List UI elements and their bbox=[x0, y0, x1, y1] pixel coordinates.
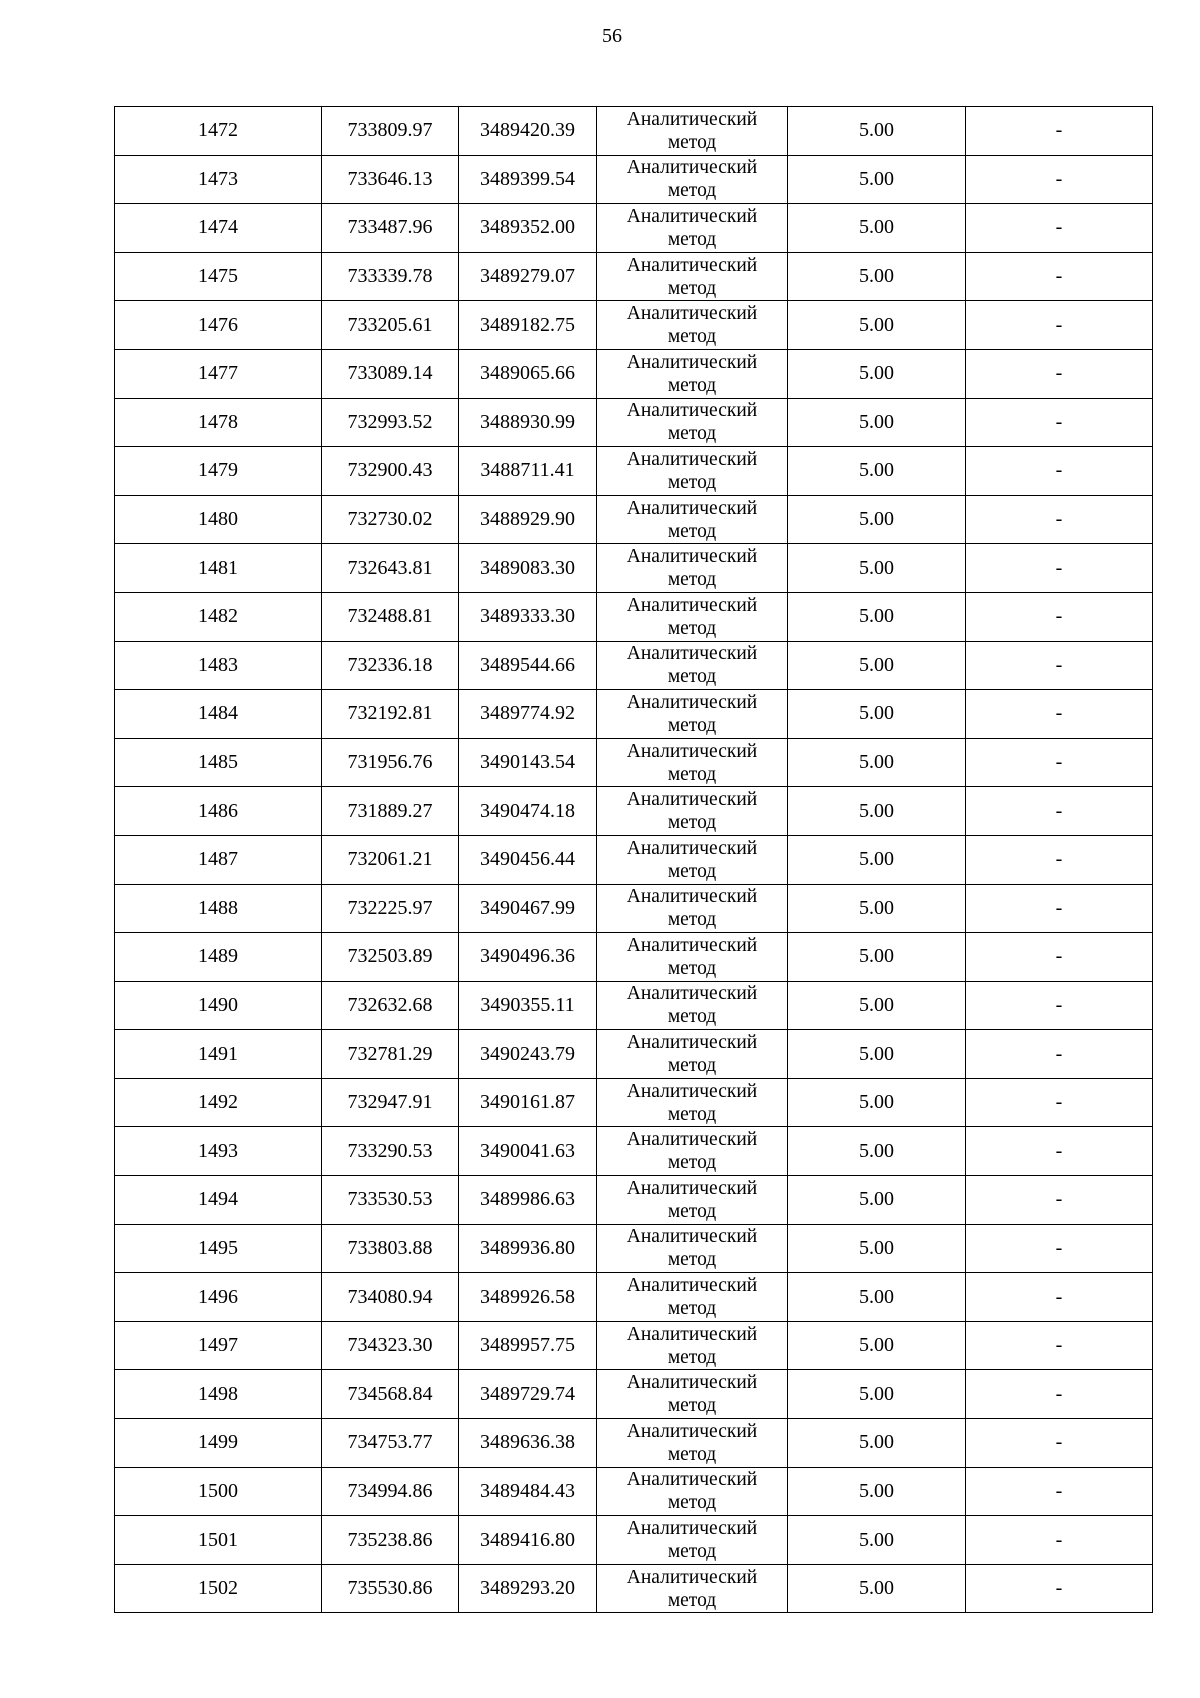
y-coordinate-cell: 3490467.99 bbox=[459, 884, 597, 933]
accuracy-cell: 5.00 bbox=[788, 544, 966, 593]
method-cell bbox=[597, 447, 788, 496]
method-text-line-2: метод bbox=[667, 1055, 717, 1077]
x-coordinate-cell: 732730.02 bbox=[322, 495, 459, 544]
method-text-line-1: Аналитический bbox=[626, 1032, 758, 1054]
accuracy-cell: 5.00 bbox=[788, 301, 966, 350]
y-coordinate-cell: 3489083.30 bbox=[459, 544, 597, 593]
page-number: 56 bbox=[602, 25, 622, 47]
table-row bbox=[115, 738, 1153, 787]
point-number-cell: 1500 bbox=[115, 1467, 322, 1516]
method-text-line-1: Аналитический bbox=[626, 1129, 758, 1151]
table-row bbox=[115, 495, 1153, 544]
method-cell bbox=[597, 155, 788, 204]
note-cell: - bbox=[966, 544, 1153, 593]
method-text-line-1: Аналитический bbox=[626, 1469, 758, 1491]
accuracy-cell: 5.00 bbox=[788, 981, 966, 1030]
accuracy-cell: 5.00 bbox=[788, 1467, 966, 1516]
x-coordinate-cell: 732993.52 bbox=[322, 398, 459, 447]
y-coordinate-cell: 3488929.90 bbox=[459, 495, 597, 544]
y-coordinate-cell: 3489352.00 bbox=[459, 204, 597, 253]
point-number-cell: 1499 bbox=[115, 1419, 322, 1468]
method-cell bbox=[597, 349, 788, 398]
note-cell: - bbox=[966, 1564, 1153, 1613]
x-coordinate-cell: 732643.81 bbox=[322, 544, 459, 593]
x-coordinate-cell: 732061.21 bbox=[322, 835, 459, 884]
accuracy-cell: 5.00 bbox=[788, 592, 966, 641]
method-text-line-2: метод bbox=[667, 860, 717, 882]
point-number-cell: 1481 bbox=[115, 544, 322, 593]
method-text-line-1: Аналитический bbox=[626, 448, 758, 470]
point-number-cell: 1482 bbox=[115, 592, 322, 641]
point-number-cell: 1478 bbox=[115, 398, 322, 447]
point-number-cell: 1494 bbox=[115, 1176, 322, 1225]
table-row bbox=[115, 787, 1153, 836]
accuracy-cell: 5.00 bbox=[788, 1078, 966, 1127]
method-text-line-2: метод bbox=[667, 909, 717, 931]
x-coordinate-cell: 733487.96 bbox=[322, 204, 459, 253]
method-text-line-2: метод bbox=[667, 714, 717, 736]
note-cell: - bbox=[966, 835, 1153, 884]
point-number-cell: 1489 bbox=[115, 933, 322, 982]
accuracy-cell: 5.00 bbox=[788, 398, 966, 447]
y-coordinate-cell: 3489926.58 bbox=[459, 1273, 597, 1322]
method-text-line-1: Аналитический bbox=[626, 1518, 758, 1540]
method-text-line-2: метод bbox=[667, 1200, 717, 1222]
method-text-line-1: Аналитический bbox=[626, 351, 758, 373]
x-coordinate-cell: 733339.78 bbox=[322, 252, 459, 301]
x-coordinate-cell: 732900.43 bbox=[322, 447, 459, 496]
table-row bbox=[115, 1321, 1153, 1370]
y-coordinate-cell: 3489420.39 bbox=[459, 107, 597, 156]
method-text-line-1: Аналитический bbox=[626, 400, 758, 422]
point-number-cell: 1477 bbox=[115, 349, 322, 398]
x-coordinate-cell: 732503.89 bbox=[322, 933, 459, 982]
method-text-line-2: метод bbox=[667, 812, 717, 834]
table-row bbox=[115, 398, 1153, 447]
method-text-line-2: метод bbox=[667, 1103, 717, 1125]
y-coordinate-cell: 3488711.41 bbox=[459, 447, 597, 496]
method-cell bbox=[597, 1273, 788, 1322]
accuracy-cell: 5.00 bbox=[788, 1564, 966, 1613]
x-coordinate-cell: 733646.13 bbox=[322, 155, 459, 204]
point-number-cell: 1473 bbox=[115, 155, 322, 204]
table-row bbox=[115, 1370, 1153, 1419]
method-text-line-1: Аналитический bbox=[626, 497, 758, 519]
method-cell bbox=[597, 495, 788, 544]
point-number-cell: 1483 bbox=[115, 641, 322, 690]
method-cell bbox=[597, 1321, 788, 1370]
method-cell bbox=[597, 107, 788, 156]
point-number-cell: 1484 bbox=[115, 690, 322, 739]
method-cell bbox=[597, 835, 788, 884]
y-coordinate-cell: 3489399.54 bbox=[459, 155, 597, 204]
method-text-line-1: Аналитический bbox=[626, 1420, 758, 1442]
y-coordinate-cell: 3490143.54 bbox=[459, 738, 597, 787]
note-cell: - bbox=[966, 301, 1153, 350]
method-cell bbox=[597, 592, 788, 641]
table-row bbox=[115, 592, 1153, 641]
point-number-cell: 1502 bbox=[115, 1564, 322, 1613]
x-coordinate-cell: 731889.27 bbox=[322, 787, 459, 836]
method-text-line-2: метод bbox=[667, 957, 717, 979]
point-number-cell: 1472 bbox=[115, 107, 322, 156]
method-cell bbox=[597, 301, 788, 350]
method-text-line-2: метод bbox=[667, 1589, 717, 1611]
table-row bbox=[115, 252, 1153, 301]
method-cell bbox=[597, 1516, 788, 1565]
method-text-line-1: Аналитический bbox=[626, 205, 758, 227]
method-text-line-2: метод bbox=[667, 423, 717, 445]
point-number-cell: 1493 bbox=[115, 1127, 322, 1176]
point-number-cell: 1490 bbox=[115, 981, 322, 1030]
table-row bbox=[115, 641, 1153, 690]
method-text-line-2: метод bbox=[667, 1249, 717, 1271]
note-cell: - bbox=[966, 1516, 1153, 1565]
y-coordinate-cell: 3490474.18 bbox=[459, 787, 597, 836]
method-text-line-1: Аналитический bbox=[626, 1275, 758, 1297]
method-text-line-2: метод bbox=[667, 520, 717, 542]
method-text-line-1: Аналитический bbox=[626, 1177, 758, 1199]
accuracy-cell: 5.00 bbox=[788, 204, 966, 253]
note-cell: - bbox=[966, 787, 1153, 836]
method-cell bbox=[597, 204, 788, 253]
note-cell: - bbox=[966, 1273, 1153, 1322]
note-cell: - bbox=[966, 155, 1153, 204]
note-cell: - bbox=[966, 1370, 1153, 1419]
point-number-cell: 1496 bbox=[115, 1273, 322, 1322]
method-text-line-2: метод bbox=[667, 617, 717, 639]
method-text-line-1: Аналитический bbox=[626, 1372, 758, 1394]
table-row bbox=[115, 1273, 1153, 1322]
table-row bbox=[115, 544, 1153, 593]
accuracy-cell: 5.00 bbox=[788, 1127, 966, 1176]
method-text-line-2: метод bbox=[667, 1006, 717, 1028]
accuracy-cell: 5.00 bbox=[788, 884, 966, 933]
note-cell: - bbox=[966, 447, 1153, 496]
method-cell bbox=[597, 398, 788, 447]
accuracy-cell: 5.00 bbox=[788, 1224, 966, 1273]
y-coordinate-cell: 3490161.87 bbox=[459, 1078, 597, 1127]
accuracy-cell: 5.00 bbox=[788, 1370, 966, 1419]
note-cell: - bbox=[966, 1419, 1153, 1468]
table-row bbox=[115, 1419, 1153, 1468]
x-coordinate-cell: 732192.81 bbox=[322, 690, 459, 739]
method-text-line-2: метод bbox=[667, 1395, 717, 1417]
table-row bbox=[115, 981, 1153, 1030]
table-row bbox=[115, 1467, 1153, 1516]
table-row bbox=[115, 884, 1153, 933]
table-row bbox=[115, 155, 1153, 204]
table-row bbox=[115, 1564, 1153, 1613]
method-text-line-2: метод bbox=[667, 666, 717, 688]
method-text-line-1: Аналитический bbox=[626, 789, 758, 811]
y-coordinate-cell: 3489729.74 bbox=[459, 1370, 597, 1419]
method-text-line-1: Аналитический bbox=[626, 157, 758, 179]
y-coordinate-cell: 3489774.92 bbox=[459, 690, 597, 739]
method-cell bbox=[597, 252, 788, 301]
table-row bbox=[115, 835, 1153, 884]
method-cell bbox=[597, 787, 788, 836]
method-cell bbox=[597, 1127, 788, 1176]
method-text-line-2: метод bbox=[667, 1443, 717, 1465]
y-coordinate-cell: 3489182.75 bbox=[459, 301, 597, 350]
y-coordinate-cell: 3489279.07 bbox=[459, 252, 597, 301]
note-cell: - bbox=[966, 981, 1153, 1030]
method-text-line-2: метод bbox=[667, 228, 717, 250]
method-text-line-2: метод bbox=[667, 1152, 717, 1174]
y-coordinate-cell: 3489636.38 bbox=[459, 1419, 597, 1468]
accuracy-cell: 5.00 bbox=[788, 1030, 966, 1079]
x-coordinate-cell: 732225.97 bbox=[322, 884, 459, 933]
x-coordinate-cell: 733205.61 bbox=[322, 301, 459, 350]
accuracy-cell: 5.00 bbox=[788, 155, 966, 204]
note-cell: - bbox=[966, 495, 1153, 544]
note-cell: - bbox=[966, 107, 1153, 156]
note-cell: - bbox=[966, 592, 1153, 641]
method-cell bbox=[597, 884, 788, 933]
method-text-line-1: Аналитический bbox=[626, 837, 758, 859]
method-text-line-2: метод bbox=[667, 1541, 717, 1563]
point-number-cell: 1492 bbox=[115, 1078, 322, 1127]
note-cell: - bbox=[966, 349, 1153, 398]
y-coordinate-cell: 3490041.63 bbox=[459, 1127, 597, 1176]
point-number-cell: 1488 bbox=[115, 884, 322, 933]
method-cell bbox=[597, 1419, 788, 1468]
accuracy-cell: 5.00 bbox=[788, 641, 966, 690]
note-cell: - bbox=[966, 398, 1153, 447]
method-text-line-1: Аналитический bbox=[626, 1566, 758, 1588]
accuracy-cell: 5.00 bbox=[788, 349, 966, 398]
method-text-line-1: Аналитический bbox=[626, 303, 758, 325]
method-text-line-1: Аналитический bbox=[626, 886, 758, 908]
method-text-line-1: Аналитический bbox=[626, 643, 758, 665]
y-coordinate-cell: 3489333.30 bbox=[459, 592, 597, 641]
x-coordinate-cell: 735530.86 bbox=[322, 1564, 459, 1613]
table-row bbox=[115, 1078, 1153, 1127]
method-text-line-1: Аналитический bbox=[626, 691, 758, 713]
table-row bbox=[115, 1516, 1153, 1565]
method-cell bbox=[597, 641, 788, 690]
y-coordinate-cell: 3489484.43 bbox=[459, 1467, 597, 1516]
method-text-line-1: Аналитический bbox=[626, 594, 758, 616]
method-cell bbox=[597, 1224, 788, 1273]
x-coordinate-cell: 732781.29 bbox=[322, 1030, 459, 1079]
x-coordinate-cell: 733290.53 bbox=[322, 1127, 459, 1176]
accuracy-cell: 5.00 bbox=[788, 252, 966, 301]
method-cell bbox=[597, 1078, 788, 1127]
point-number-cell: 1495 bbox=[115, 1224, 322, 1273]
method-text-line-1: Аналитический bbox=[626, 546, 758, 568]
note-cell: - bbox=[966, 884, 1153, 933]
method-text-line-2: метод bbox=[667, 1298, 717, 1320]
accuracy-cell: 5.00 bbox=[788, 1176, 966, 1225]
note-cell: - bbox=[966, 1078, 1153, 1127]
method-text-line-1: Аналитический bbox=[626, 983, 758, 1005]
accuracy-cell: 5.00 bbox=[788, 835, 966, 884]
y-coordinate-cell: 3489936.80 bbox=[459, 1224, 597, 1273]
coordinates-table bbox=[114, 106, 1153, 1613]
point-number-cell: 1474 bbox=[115, 204, 322, 253]
table-row bbox=[115, 301, 1153, 350]
method-text-line-1: Аналитический bbox=[626, 1226, 758, 1248]
table-row bbox=[115, 1176, 1153, 1225]
note-cell: - bbox=[966, 690, 1153, 739]
note-cell: - bbox=[966, 1321, 1153, 1370]
x-coordinate-cell: 733803.88 bbox=[322, 1224, 459, 1273]
note-cell: - bbox=[966, 1030, 1153, 1079]
table-row bbox=[115, 1224, 1153, 1273]
method-text-line-1: Аналитический bbox=[626, 934, 758, 956]
x-coordinate-cell: 732947.91 bbox=[322, 1078, 459, 1127]
point-number-cell: 1491 bbox=[115, 1030, 322, 1079]
y-coordinate-cell: 3489957.75 bbox=[459, 1321, 597, 1370]
x-coordinate-cell: 733089.14 bbox=[322, 349, 459, 398]
table-row bbox=[115, 1030, 1153, 1079]
accuracy-cell: 5.00 bbox=[788, 107, 966, 156]
accuracy-cell: 5.00 bbox=[788, 495, 966, 544]
y-coordinate-cell: 3489065.66 bbox=[459, 349, 597, 398]
method-cell bbox=[597, 690, 788, 739]
x-coordinate-cell: 734994.86 bbox=[322, 1467, 459, 1516]
point-number-cell: 1498 bbox=[115, 1370, 322, 1419]
method-text-line-2: метод bbox=[667, 1492, 717, 1514]
method-text-line-2: метод bbox=[667, 763, 717, 785]
method-cell bbox=[597, 933, 788, 982]
method-cell bbox=[597, 544, 788, 593]
x-coordinate-cell: 732488.81 bbox=[322, 592, 459, 641]
accuracy-cell: 5.00 bbox=[788, 1321, 966, 1370]
x-coordinate-cell: 731956.76 bbox=[322, 738, 459, 787]
note-cell: - bbox=[966, 738, 1153, 787]
table-row bbox=[115, 933, 1153, 982]
note-cell: - bbox=[966, 1467, 1153, 1516]
method-text-line-1: Аналитический bbox=[626, 254, 758, 276]
x-coordinate-cell: 734080.94 bbox=[322, 1273, 459, 1322]
point-number-cell: 1485 bbox=[115, 738, 322, 787]
y-coordinate-cell: 3490496.36 bbox=[459, 933, 597, 982]
x-coordinate-cell: 734568.84 bbox=[322, 1370, 459, 1419]
point-number-cell: 1480 bbox=[115, 495, 322, 544]
method-cell bbox=[597, 1370, 788, 1419]
table-row bbox=[115, 204, 1153, 253]
table-row bbox=[115, 690, 1153, 739]
method-text-line-2: метод bbox=[667, 277, 717, 299]
point-number-cell: 1497 bbox=[115, 1321, 322, 1370]
note-cell: - bbox=[966, 252, 1153, 301]
y-coordinate-cell: 3490456.44 bbox=[459, 835, 597, 884]
accuracy-cell: 5.00 bbox=[788, 738, 966, 787]
x-coordinate-cell: 735238.86 bbox=[322, 1516, 459, 1565]
accuracy-cell: 5.00 bbox=[788, 690, 966, 739]
x-coordinate-cell: 734323.30 bbox=[322, 1321, 459, 1370]
method-cell bbox=[597, 1176, 788, 1225]
method-cell bbox=[597, 738, 788, 787]
y-coordinate-cell: 3489544.66 bbox=[459, 641, 597, 690]
point-number-cell: 1479 bbox=[115, 447, 322, 496]
point-number-cell: 1487 bbox=[115, 835, 322, 884]
table-row bbox=[115, 107, 1153, 156]
note-cell: - bbox=[966, 641, 1153, 690]
note-cell: - bbox=[966, 1127, 1153, 1176]
x-coordinate-cell: 732336.18 bbox=[322, 641, 459, 690]
accuracy-cell: 5.00 bbox=[788, 787, 966, 836]
method-cell bbox=[597, 981, 788, 1030]
method-cell bbox=[597, 1030, 788, 1079]
point-number-cell: 1501 bbox=[115, 1516, 322, 1565]
point-number-cell: 1475 bbox=[115, 252, 322, 301]
method-text-line-2: метод bbox=[667, 471, 717, 493]
x-coordinate-cell: 732632.68 bbox=[322, 981, 459, 1030]
accuracy-cell: 5.00 bbox=[788, 447, 966, 496]
method-cell bbox=[597, 1564, 788, 1613]
method-text-line-1: Аналитический bbox=[626, 1323, 758, 1345]
y-coordinate-cell: 3490243.79 bbox=[459, 1030, 597, 1079]
method-text-line-2: метод bbox=[667, 326, 717, 348]
method-cell bbox=[597, 1467, 788, 1516]
note-cell: - bbox=[966, 204, 1153, 253]
y-coordinate-cell: 3489293.20 bbox=[459, 1564, 597, 1613]
method-text-line-1: Аналитический bbox=[626, 740, 758, 762]
note-cell: - bbox=[966, 1224, 1153, 1273]
x-coordinate-cell: 733530.53 bbox=[322, 1176, 459, 1225]
method-text-line-2: метод bbox=[667, 131, 717, 153]
method-text-line-1: Аналитический bbox=[626, 1080, 758, 1102]
y-coordinate-cell: 3489416.80 bbox=[459, 1516, 597, 1565]
table-row bbox=[115, 1127, 1153, 1176]
method-text-line-2: метод bbox=[667, 374, 717, 396]
point-number-cell: 1476 bbox=[115, 301, 322, 350]
table-body bbox=[115, 107, 1153, 1613]
y-coordinate-cell: 3488930.99 bbox=[459, 398, 597, 447]
method-text-line-2: метод bbox=[667, 569, 717, 591]
x-coordinate-cell: 734753.77 bbox=[322, 1419, 459, 1468]
table-row bbox=[115, 447, 1153, 496]
x-coordinate-cell: 733809.97 bbox=[322, 107, 459, 156]
note-cell: - bbox=[966, 933, 1153, 982]
table-row bbox=[115, 349, 1153, 398]
point-number-cell: 1486 bbox=[115, 787, 322, 836]
note-cell: - bbox=[966, 1176, 1153, 1225]
accuracy-cell: 5.00 bbox=[788, 1516, 966, 1565]
accuracy-cell: 5.00 bbox=[788, 933, 966, 982]
method-text-line-1: Аналитический bbox=[626, 108, 758, 130]
y-coordinate-cell: 3490355.11 bbox=[459, 981, 597, 1030]
method-text-line-2: метод bbox=[667, 180, 717, 202]
accuracy-cell: 5.00 bbox=[788, 1273, 966, 1322]
accuracy-cell: 5.00 bbox=[788, 1419, 966, 1468]
y-coordinate-cell: 3489986.63 bbox=[459, 1176, 597, 1225]
method-text-line-2: метод bbox=[667, 1346, 717, 1368]
